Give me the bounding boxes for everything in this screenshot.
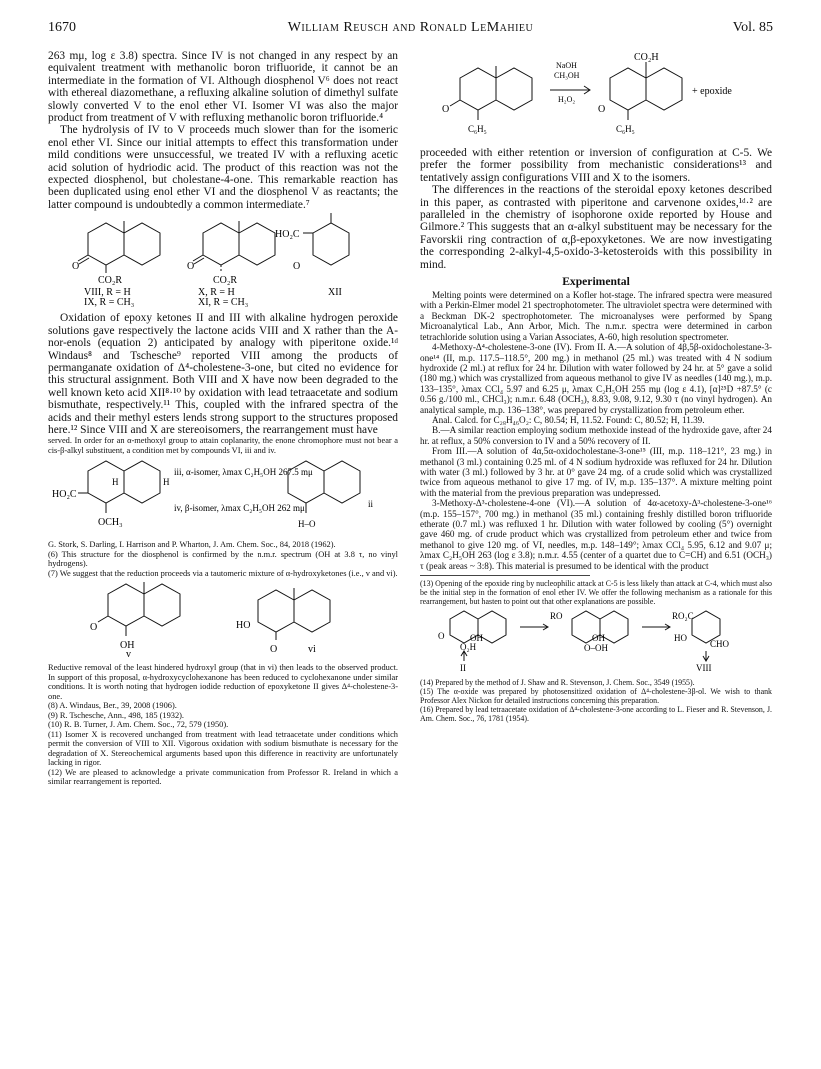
mech-ooh: O–OH <box>584 642 608 653</box>
left-column <box>48 50 398 787</box>
mech-ho: HO <box>674 632 687 643</box>
paragraph: From III.—A solution of 4α,5α-oxidocholestane-3-one¹⁵ (III, m.p. 118–121°, 23 mg.) in methanol (3 ml.) containing 0.25 ml. of 4 N sodium hydroxide was refluxed for 24 hr. Dilution with water (3 ml.) followed by 3 hr. at 0° gave 24 mg. of a crude solid which was crystallized twice from aqueous methanol to give 17 mg. of IV, m.p. 135–137°. A mixture melting point with the material from the previous preparation was undepressed. <box>420 446 772 498</box>
epoxide-label: + epoxide <box>692 86 732 97</box>
struct-a-label-1: VIII, R = H <box>84 287 131 299</box>
svg-text:O: O <box>90 622 98 634</box>
struct-a-substituent: CO₂R <box>98 275 123 287</box>
footnote-10: (10) R. B. Turner, J. Am. Chem. Soc., 72, 579 (1950). <box>48 720 229 730</box>
analysis-line: Anal. Calcd. for C₂₈H₄₆O₂: C, 80.54; H, 11.52. Found: C, 80.52; H, 11.39. <box>432 414 705 425</box>
struct-c-label: XII <box>328 287 342 299</box>
footnote-9: (9) R. Tschesche, Ann., 498, 185 (1932). <box>48 710 185 720</box>
struct-v-label: v <box>126 649 131 659</box>
struct-ho-label: H–O <box>298 519 316 530</box>
struct-a-label-2: IX, R = CH₃ <box>84 297 135 308</box>
footnote-7: (7) We suggest that the reduction proceeds via a tautomeric mixture of α-hydroxyketones (i.e., v and vi). <box>48 568 398 578</box>
running-title-authors: William Reusch and Ronald LeMahieu <box>287 20 534 35</box>
reaction-scheme-figure <box>420 50 772 142</box>
footnote: G. Stork, S. Darling, I. Harrison and P. Wharton, J. Am. Chem. Soc., 84, 2018 (1962). <box>48 540 336 550</box>
mechanism-figure <box>420 607 772 673</box>
mech-ii-label: II <box>460 662 466 673</box>
paragraph: The hydrolysis of IV to V proceeds much slower than for the isomeric enol ether VI. Since our initial attempts to effect this transformation under mild conditions were unsuccessful, we treated IV with a refluxing acetic acid solution of hydriodic acid. The product of this reaction was not the expected diosphenol, but cholestane-4-one. This remarkable reaction has been duplicated using enol ether VI and the diosphenol V as reactants; the latter compound is undoubtedly a common intermediate.⁷ <box>48 124 398 211</box>
footnote-11: (11) Isomer X is recovered unchanged from treatment with lead tetraacetate under conditions which permit the conversion of VIII to XII. Vigorous oxidation with sodium bismuthate is necessary for the degradation of X. Stereochemical arguments based upon this difference in reactivity are unfortunately lacking in rigor. <box>48 729 398 768</box>
footnote-13: (13) Opening of the epoxide ring by nucleophilic attack at C-5 is less likely than attack at C-4, which must also be the initial step in the formation of enol ether IV. We offer the following mechanism as a rationale for this rearrangement, but hasten to point out that other explanations are possible. <box>420 579 772 607</box>
mech-cho: CHO <box>710 638 730 649</box>
mech-viii-label: VIII <box>696 662 712 673</box>
svg-text:O: O <box>72 261 80 273</box>
footnote-15: (15) The α-oxide was prepared by photosensitized oxidation of Δ⁴-cholestene-3β-ol. We wish to thank Professor Alex Nickon for detailed instructions concerning this preparation. <box>420 686 772 706</box>
paragraph: 3-Methoxy-Δ³-cholestene-4-one (VI).—A solution of 4α-acetoxy-Δ³-cholestene-3-one¹⁶ (m.p. 155–157°, 700 mg.) in methanol (35 ml.) containing freshly distilled boron trifluoride etherate (0.7 ml.) was refluxed 1 hr. Dilution with water followed by cooling (5°) overnight gave 460 mg. of crude product which was crystallized from petroleum ether and twice from methanol to give 120 mg. of VI, needles, m.p. 148–149°; λmax CCl₄ 5.95, 6.12 and 9.07 μ; λmax C₂H₅OH 263 (log ε 3.8); n.m.r. 4.55 (center of a quartet due to C=CH) and 6.51 (OCH₃) τ (peak areas ~ 3:8). This material is presumed to be identical with the product <box>420 498 772 571</box>
paragraph: Oxidation of epoxy ketones II and III with alkaline hydrogen peroxide solutions gave respectively the lactone acids VIII and X rather than the A-nor-enols (equation 2) anticipated by analogy with piperitone oxide.¹ᵈ Windaus⁸ and Tschesche⁹ reported VIII among the products of permanganate oxidation of Δ⁴-cholestene-3-one, but cited no evidence for this structural assignment. Both VIII and X have now been degraded to the well known keto acid XII⁸·¹⁰ by oxidation with lead tetraacetate and sodium bismuthate, respectively.¹¹ This, coupled with the infrared spectra of the acids and their methyl esters lends strong support to the structures proposed here.¹² Since VIII and X are stereoisomers, the rearrangement must have <box>48 312 398 436</box>
struct-b-substituent: CO₂R <box>213 275 238 287</box>
svg-text:O: O <box>270 644 278 656</box>
phenyl-label-1: C₆H₅ <box>468 124 487 134</box>
footnote: served. In order for an α-methoxyl group to attain coplanarity, the enone chromophore must not bear a cis-β-alkyl substituent, a condition met by compounds VI, iii and iv. <box>48 436 398 455</box>
struct-vi-label: vi <box>308 644 316 656</box>
footnote-8: (8) A. Windaus, Ber., 39, 2008 (1906). <box>48 701 177 711</box>
struct-h2: H <box>163 477 170 488</box>
paragraph: 4-Methoxy-Δ⁴-cholestene-3-one (IV). From II. A.—A solution of 4β,5β-oxidocholestane-3-one¹⁴ (II, m.p. 117.5–118.5°, 200 mg.) in methanol (25 ml.) was treated with 4 N sodium hydroxide (2 ml.) at reflux for 24 hr. Dilution with water followed by 24 hr. at 5° gave a solid (180 mg.) which was crystallized from aqueous methanol to give IV as needles (140 mg.), m.p. 133–135°, λmax CCl₄ 5.97 and 6.25 μ, λmax C₂H₅OH 255 mμ (log ε 4.1), [α]²⁵D +87.5° (c 0.56 g./100 ml., CHCl₃); n.m.r. 6.48 (OCH₃), 8.83, 9.08, 9.12, 9.30 τ (no vinyl hydrogen). An analytical sample, m.p. 136–138°, was prepared by crystallization from petroleum ether. <box>420 342 772 415</box>
svg-text:O: O <box>442 104 450 115</box>
hydroxyketones-figure <box>48 578 398 658</box>
phenyl-label-2: C₆H₅ <box>616 124 635 134</box>
isomer-iii-caption: iii, α-isomer, λmax C₂H₅OH 267.5 mμ <box>174 467 313 478</box>
carboxyl-label: CO₂H <box>634 52 659 63</box>
footnote: Reductive removal of the least hindered hydroxyl group (that in vi) then leads to the observed product. In support of this proposal, α-hydroxycyclohexanone has been reduced to cyclohexanone under similar conditions. It is worth noting that hydrogen iodide reduction of epoxyketone II gives Δ⁴-cholestene-3-one. <box>48 663 398 701</box>
mech-oh-1: OH <box>470 632 483 643</box>
svg-text:O: O <box>438 630 445 641</box>
section-heading: Experimental <box>562 275 630 289</box>
mech-oh-2: OH <box>592 632 605 643</box>
svg-text:O: O <box>293 261 301 273</box>
mech-ro: RO <box>550 610 563 621</box>
reagent-ch3oh: CH₃OH <box>554 71 580 80</box>
page-number: 1670 <box>48 20 76 35</box>
paragraph: The differences in the reactions of the steroidal epoxy ketones described in this paper, as contrasted with piperitone and carvenone oxides,¹ᵈ·² are paralleled in the chemistry of isophorone oxide reported by House and Gilmore.² This suggests that an α-alkyl substituent may be necessary for the Favorskii ring contraction of α,β-epoxyketones. We are now investigating the corresponding 2-alkyl-4,5-oxido-3-ketosteroids with this possibility in mind. <box>420 184 772 271</box>
paragraph: B.—A similar reaction employing sodium methoxide instead of the hydroxide gave, after 24 hr. at reflux, a 50% conversion to IV and a 50% recovery of II. <box>420 425 772 446</box>
mech-o2h: O₂H <box>460 641 477 652</box>
footnote-16: (16) Prepared by lead tetraacetate oxidation of Δ⁴-cholestene-3-one according to L. Fieser and R. Stevenson, J. Am. Chem. Soc., 76, 1781 (1954). <box>420 705 772 724</box>
struct-h1: H <box>112 477 119 488</box>
struct-b-label-2: XI, R = CH₃ <box>198 297 249 308</box>
enone-isomers-figure <box>48 455 398 535</box>
running-header <box>48 20 773 40</box>
lactone-structures-figure <box>48 211 398 307</box>
struct-v-oh: OH <box>120 640 135 652</box>
reagent-naoh: NaOH <box>556 61 577 70</box>
mech-ro2c: RO₂C <box>672 610 694 621</box>
footnote-12: (12) We are pleased to acknowledge a private communication from Professor R. Ireland in which a similar rearrangement is reported. <box>48 767 398 787</box>
struct-c-substituent: HO₂C <box>275 229 300 241</box>
paragraph: proceeded with either retention or inversion of configuration at C-5. We prefer the former possibility from mechanistic considerations¹³ and tentatively assign configurations VIII and X to the isomers. <box>420 147 772 184</box>
footnote-6: (6) This structure for the diosphenol is confirmed by the n.m.r. spectrum (OH at 3.8 τ, no vinyl hydrogens). <box>48 549 398 569</box>
svg-text:O: O <box>598 104 606 115</box>
struct-ii-label: ii <box>368 499 374 510</box>
footnote-14: (14) Prepared by the method of J. Shaw and R. Stevenson, J. Chem. Soc., 3549 (1955). <box>420 677 695 687</box>
right-column <box>420 50 772 724</box>
footnote-divider <box>420 575 590 576</box>
struct-och3: OCH₃ <box>98 517 123 529</box>
reagent-h2o2: H₂O₂ <box>558 95 576 104</box>
struct-b-label-1: X, R = H <box>198 287 235 299</box>
isomer-iv-caption: iv, β-isomer, λmax C₂H₅OH 262 mμ <box>174 503 305 514</box>
struct-vi-ho: HO <box>236 620 251 632</box>
svg-text:O: O <box>187 261 195 273</box>
struct-ho2c: HO₂C <box>52 489 77 501</box>
volume-label: Vol. 85 <box>732 20 773 35</box>
paragraph: 263 mμ, log ε 3.8) spectra. Since IV is not changed in any respect by an equivalent treatment with methanolic boron trifluoride, it cannot be an intermediate in the formation of VI. Although diosphenol V⁶ does not react with ethereal diazomethane, a refluxing alkaline solution of dimethyl sulfate slowly converted V to the enol ether VI. Isomer VI was also the major product from treatment of V with refluxing methanolic boron trifluoride.⁴ <box>48 50 398 125</box>
paragraph: Melting points were determined on a Kofler hot-stage. The infrared spectra were measured with a Perkin-Elmer model 21 spectrophotometer. The ultraviolet spectra were determined with a Beckman DK-2 spectrophotometer. The microanalyses were performed by Spang Microanalytical Lab., Ann Arbor, Mich. The n.m.r. spectra were determined in carbon tetrachloride solution using a Varian Associates, A-60, high resolution spectrometer. <box>420 290 772 342</box>
